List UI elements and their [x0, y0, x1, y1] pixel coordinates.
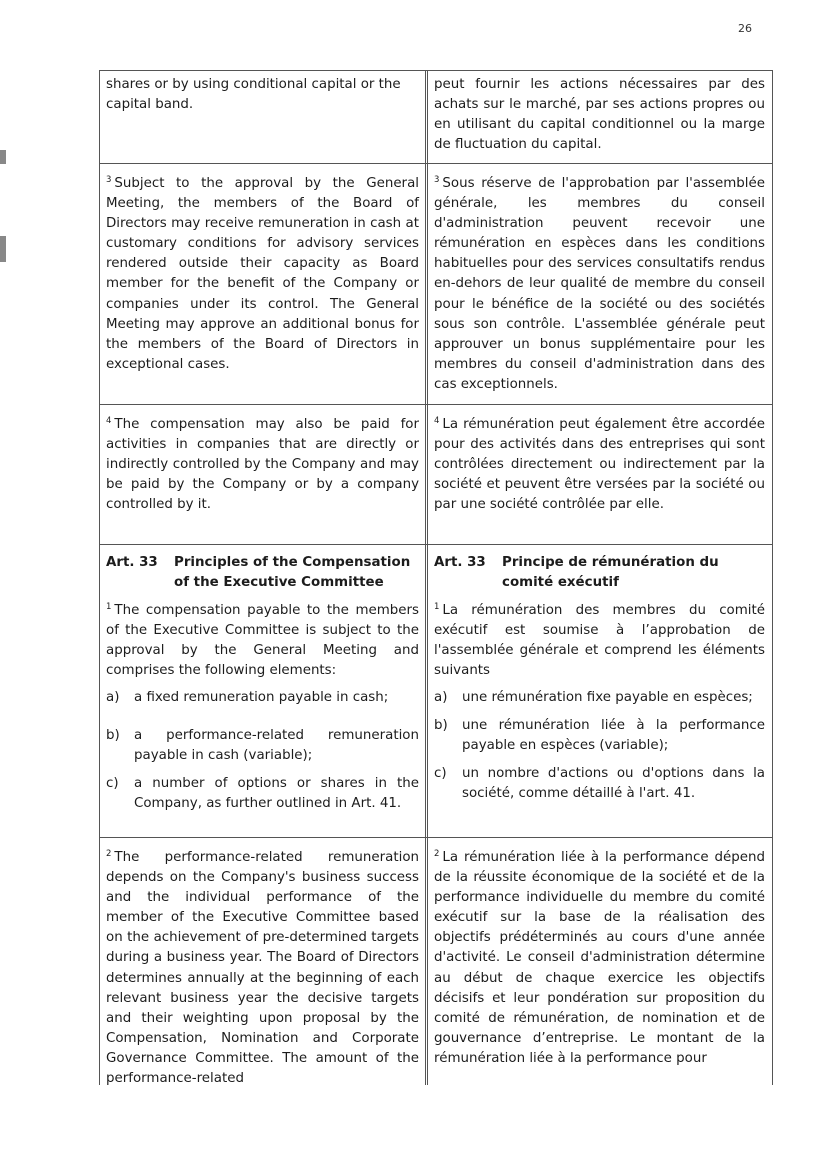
article-title-line: Principe de rémunération du	[502, 555, 719, 570]
article-heading	[434, 553, 765, 593]
paragraph-number: 2	[434, 848, 440, 859]
list-item	[106, 688, 419, 708]
paragraph-text: Sous réserve de l'approbation par l'assemblée générale, les membres du conseil d'administration peuvent recevoir une rémunération en espèces dans les conditions habituelles pour des services consultatifs rendus en-dehors de leur qualité de membre du conseil pour le bénéfice de la société ou des sociétés sous son contrôle. L'assemblée générale peut approuver un bonus supplémentaire pour les membres du conseil d'administration dans des cas exceptionnels.	[434, 176, 765, 392]
article-title-line: of the Executive Committee	[174, 575, 384, 591]
table-row	[99, 405, 772, 545]
table-row	[99, 164, 772, 405]
article-title	[174, 553, 410, 593]
table-row	[99, 838, 772, 1085]
article-number: Art. 33	[106, 555, 158, 570]
french-paragraph	[434, 174, 765, 395]
french-cell	[425, 838, 771, 1085]
french-paragraph: peut fournir les actions nécessaires par des achats sur le marché, par ses actions propres ou en utilisant du capital conditionnel ou la marge de fluctuation du capital.	[434, 77, 765, 153]
paragraph-number: 3	[434, 174, 440, 185]
list-item	[106, 726, 419, 766]
list-text: a performance-related remuneration payable in cash (variable);	[134, 727, 419, 763]
list-text: une rémunération fixe payable en espèces;	[462, 689, 753, 705]
list-marker: b)	[106, 727, 120, 743]
english-paragraph: shares or by using conditional capital or the capital band.	[106, 77, 401, 113]
french-cell	[425, 545, 771, 837]
article-title-line: Principles of the Compensation	[174, 555, 411, 570]
list-text: a fixed remuneration payable in cash;	[134, 689, 389, 705]
table-row	[99, 545, 772, 838]
paragraph-number: 4	[434, 415, 440, 426]
paragraph-text: The performance-related remuneration depends on the Company's business success and the individual performance of the member of the Executive Committee based on the achievement of pre-determined targets during a business year. The Board of Directors determines annually at the beginning of each relevant business year the decisive targets and their weighting upon proposal by the Compensation, Nomination and Corporate Governance Committee. The amount of the performance-related	[106, 850, 419, 1085]
article-title-line: comité exécutif	[502, 575, 619, 591]
list-marker: c)	[434, 765, 447, 781]
table-row	[99, 71, 772, 164]
list-item	[434, 688, 765, 708]
paragraph-text: La rémunération peut également être accordée pour des activités dans des entreprises qui sont contrôlées directement ou indirectement par la société et peuvent être versées par la société ou par une société contrôlée par elle.	[434, 417, 765, 513]
english-cell	[99, 838, 425, 1085]
english-cell	[99, 71, 425, 163]
article-title	[502, 553, 719, 593]
list-marker: b)	[434, 717, 448, 733]
list-text: a number of options or shares in the Company, as further outlined in Art. 41.	[134, 775, 419, 811]
english-cell	[99, 164, 425, 404]
french-paragraph	[434, 848, 765, 1069]
list-marker: a)	[106, 689, 120, 705]
french-cell	[425, 164, 771, 404]
paragraph-text: La rémunération des membres du comité exécutif est soumise à l’approbation de l'assemblée générale et comprend les éléments suivants	[434, 603, 765, 679]
page-number: 26	[738, 22, 752, 35]
english-paragraph	[106, 174, 419, 375]
article-heading	[106, 553, 419, 593]
paragraph-number: 1	[106, 601, 112, 612]
english-cell	[99, 405, 425, 544]
french-cell	[425, 71, 771, 163]
paragraph-number: 3	[106, 174, 112, 185]
paragraph-number: 1	[434, 601, 440, 612]
paragraph-text: La rémunération liée à la performance dépend de la réussite économique de la société et de la performance individuelle du membre du comité exécutif sur la base de la réalisation des objectifs prédéterminés au cours d'une année d'activité. Le conseil d'administration détermine au début de chaque exercice les objectifs décisifs et leur pondération sur proposition du comité de rémunération, de nomination et de gouvernance d’entreprise. Le montant de la rémunération liée à la performance pour	[434, 850, 765, 1066]
article-number: Art. 33	[434, 555, 486, 570]
list-marker: c)	[106, 775, 119, 791]
french-paragraph	[434, 415, 765, 515]
english-cell	[99, 545, 425, 837]
list-text: une rémunération liée à la performance payable en espèces (variable);	[462, 717, 765, 753]
english-paragraph	[106, 848, 419, 1085]
english-paragraph	[106, 601, 419, 681]
paragraph-text: The compensation may also be paid for activities in companies that are directly or indirectly controlled by the Company and may be paid by the Company or by a company controlled by it.	[106, 417, 419, 513]
paragraph-number: 4	[106, 415, 112, 426]
scan-margin-mark	[0, 236, 6, 262]
paragraph-text: Subject to the approval by the General Meeting, the members of the Board of Directors may receive remuneration in cash at customary conditions for advisory services rendered outside their capacity as Board member for the benefit of the Company or companies under its control. The General Meeting may approve an additional bonus for the members of the Board of Directors in exceptional cases.	[106, 176, 419, 372]
list-marker: a)	[434, 689, 448, 705]
french-cell	[425, 405, 771, 544]
list-text: un nombre d'actions ou d'options dans la société, comme détaillé à l'art. 41.	[462, 765, 765, 801]
scan-margin-mark	[0, 150, 6, 164]
paragraph-number: 2	[106, 848, 112, 859]
list-item	[434, 716, 765, 756]
french-paragraph	[434, 601, 765, 681]
list-item	[434, 764, 765, 804]
list-item	[106, 774, 419, 814]
english-paragraph	[106, 415, 419, 515]
bilingual-articles-table	[99, 70, 773, 1085]
paragraph-text: The compensation payable to the members of the Executive Committee is subject to the approval by the General Meeting and comprises the following elements:	[106, 603, 419, 679]
